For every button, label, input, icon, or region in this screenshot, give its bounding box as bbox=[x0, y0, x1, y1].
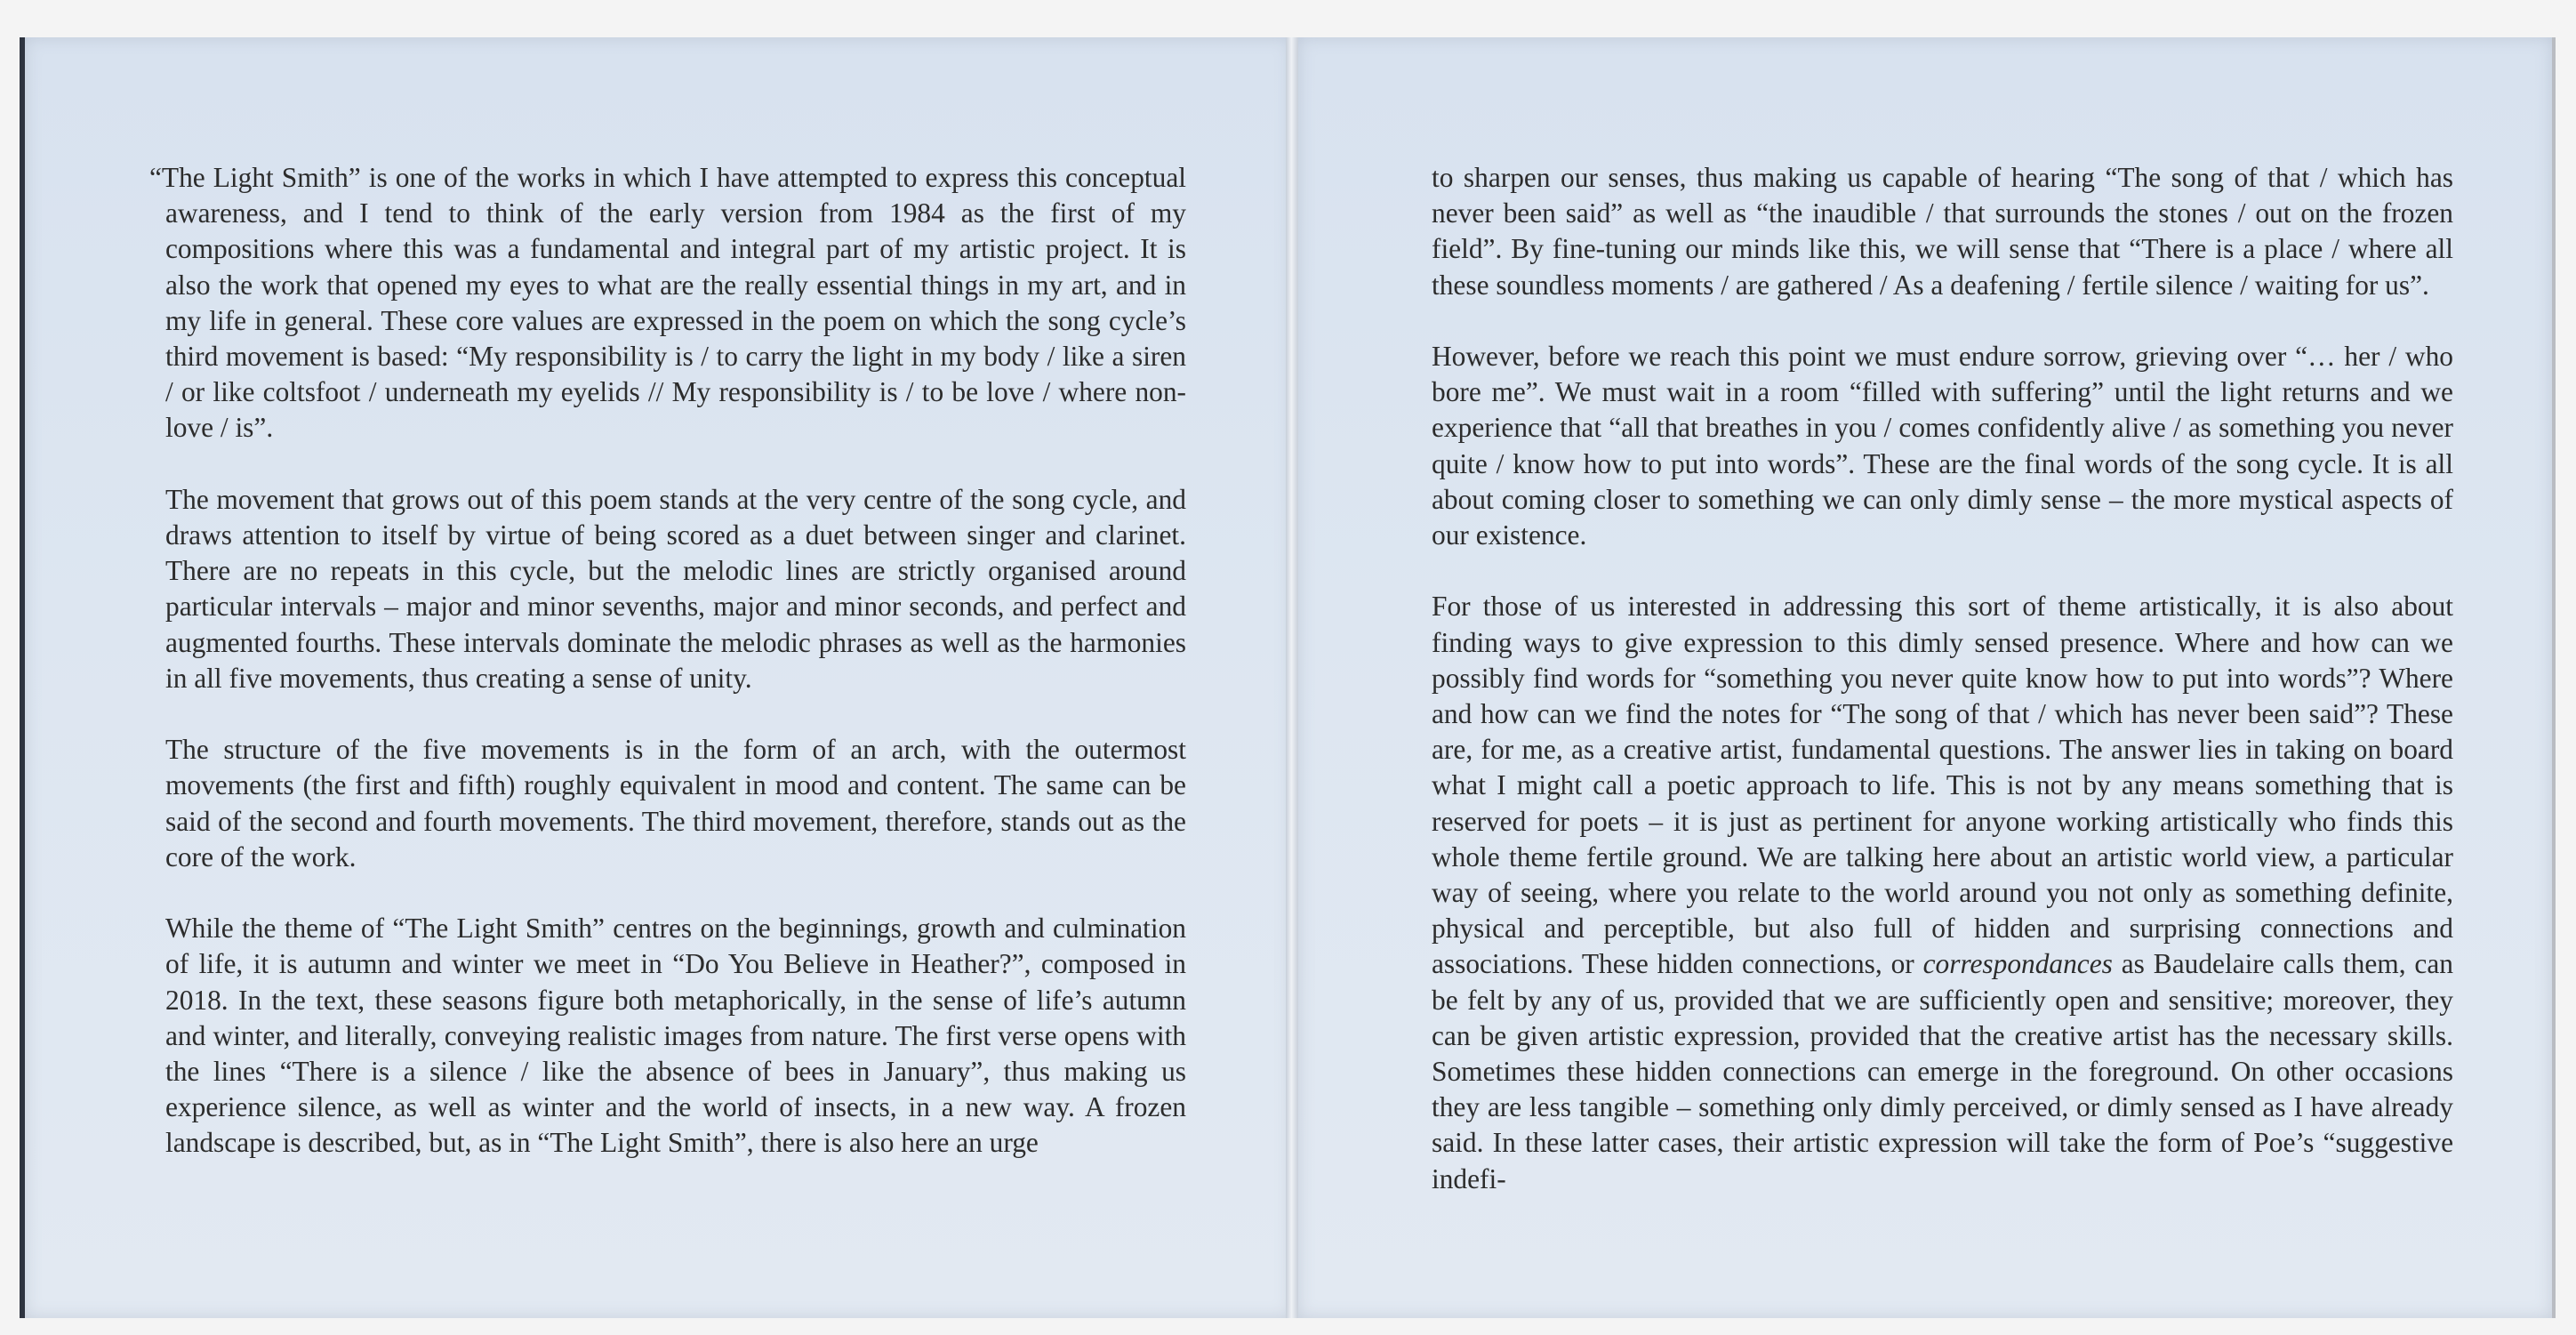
right-text-column bbox=[1432, 160, 2453, 1233]
left-paragraph-1: “The Light Smith” is one of the works in which I have attempted to express this conceptual awareness, and I tend to think of the early version from 1984 as the first of my compositions where this was a fundamental and integral part of my artistic project. It is also the work that opened my eyes to what are the really essential things in my art, and in my life in general. These core values are expressed in the poem on which the song cycle’s third movement is based: “My responsibility is / to carry the light in my body / like a siren / or like coltsfoot / underneath my eyelids // My responsibility is / to be love / where non-love / is”. bbox=[149, 162, 1186, 444]
left-page bbox=[20, 37, 1291, 1318]
left-paragraph-3: The structure of the five movements is in the form of an arch, with the outermost movements (the first and fifth) roughly equivalent in mood and content. The same can be said of the second and fourth movements. The third movement, therefore, stands out as the core of the work. bbox=[165, 734, 1186, 873]
right-page bbox=[1298, 37, 2556, 1318]
right-paragraph-3-part-1: For those of us interested in addressing this sort of theme artistically, it is also about finding ways to give expression to this dimly sensed presence. Where and how can we possibly find words for “something you never quite know how to put into words”? Where and how can we find the notes for “The song of that / which has never been said”? These are, for me, as a creative artist, fundamental questions. The answer lies in taking on board what I might call a poetic approach to life. This is not by any means something that is reserved for poets – it is just as pertinent for anyone working artistically who finds this whole theme fertile ground. We are talking here about an artistic world view, a particular way of seeing, where you relate to the world around you not only as something definite, physical and perceptible, but also full of hidden and surprising connections and associations. These hidden connections, or bbox=[1432, 591, 2453, 980]
italic-term: correspondances bbox=[1922, 948, 2113, 980]
right-paragraph-3 bbox=[1432, 589, 2453, 1196]
left-text-column bbox=[149, 160, 1186, 1197]
left-paragraph-4: While the theme of “The Light Smith” centres on the beginnings, growth and culmination of life, it is autumn and winter we meet in “Do You Believe in Heather?”, composed in 2018. In the text, these seasons figure both metaphorically, in the sense of life’s autumn and winter, and literally, conveying realistic images from nature. The first verse opens with the lines “There is a silence / like the absence of bees in January”, thus making us experience silence, as well as winter and the world of insects, in a new way. A frozen landscape is described, but, as in “The Light Smith”, there is also here an urge bbox=[165, 913, 1186, 1159]
left-paragraph-2: The movement that grows out of this poem stands at the very centre of the song cycle, and draws attention to itself by virtue of being scored as a duet between singer and clarinet. There are no repeats in this cycle, but the melodic lines are strictly organised around particular intervals – major and minor sevenths, major and minor seconds, and perfect and augmented fourths. These intervals dominate the melodic phrases as well as the harmonies in all five movements, thus creating a sense of unity. bbox=[165, 483, 1186, 694]
book-gutter bbox=[1286, 37, 1298, 1318]
right-paragraph-2: However, before we reach this point we must endure sorrow, grieving over “… her / who bore me”. We must wait in a room “filled with suffering” until the light returns and we experience that “all that breathes in you / comes confidently alive / as something you never quite / know how to put into words”. These are the final words of the song cycle. It is all about coming closer to something we can only dimly sense – the more mystical aspects of our existence. bbox=[1432, 341, 2453, 551]
right-paragraph-1: to sharpen our senses, thus making us capable of hearing “The song of that / which has never been said” as well as “the inaudible / that surrounds the stones / out on the frozen field”. By fine-tuning our minds like this, we will sense that “There is a place / where all these soundless moments / are gathered / As a deafening / fertile silence / waiting for us”. bbox=[1432, 162, 2453, 301]
right-paragraph-3-part-2: as Baudelaire calls them, can be felt by any of us, provided that we are sufficiently open and sensitive; moreover, they can be given artistic expression, provided that the creative artist has the necessary skills. Sometimes these hidden connections can emerge in the foreground. On other occasions they are less tangible – something only dimly perceived, or dimly sensed as I have already said. In these latter cases, their artistic expression will take the form of Poe’s “suggestive indefi- bbox=[1432, 948, 2453, 1194]
